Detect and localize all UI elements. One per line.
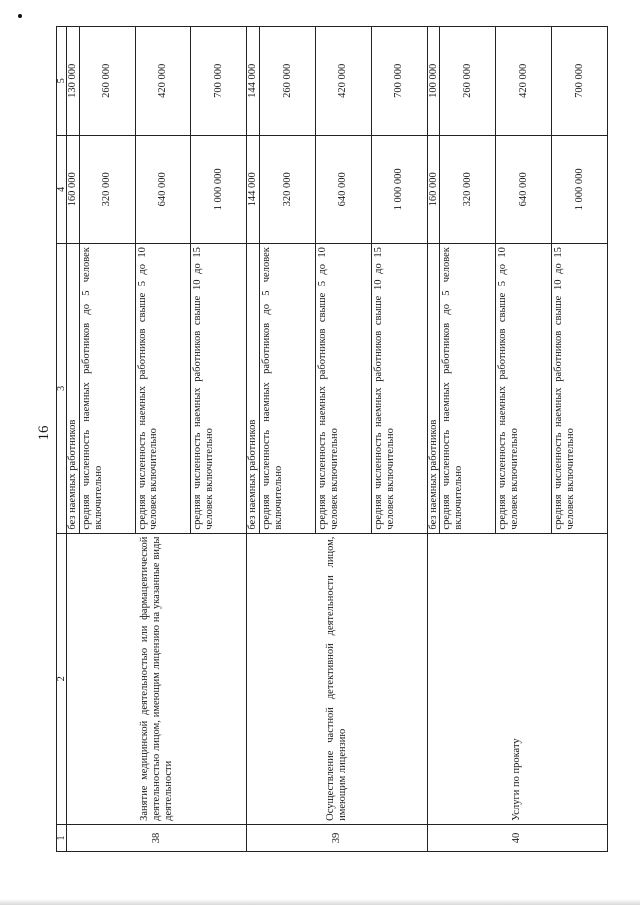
header-col-2: 2 (57, 533, 67, 824)
condition-cell: средняя численность наемных работников до 5 человек включительно (260, 244, 316, 533)
page-number: 16 (36, 425, 52, 441)
value-col-5: 420 000 (496, 27, 552, 136)
header-row (57, 27, 67, 852)
condition-cell: средняя численность наемных работников свыше 5 до 10 человек включительно (496, 244, 552, 533)
header-col-5: 5 (57, 27, 67, 136)
value-col-4: 640 000 (135, 135, 191, 244)
value-col-4: 640 000 (496, 135, 552, 244)
value-col-4: 320 000 (440, 135, 496, 244)
condition-cell: средняя численность наемных работников свыше 10 до 15 человек включительно (371, 244, 427, 533)
header-col-3: 3 (57, 244, 67, 533)
value-col-5: 420 000 (315, 27, 371, 136)
value-col-5: 700 000 (191, 27, 247, 136)
value-col-5: 260 000 (79, 27, 135, 136)
value-col-5: 100 000 (427, 27, 440, 136)
scan-dot (18, 14, 22, 18)
condition-cell: средняя численность наемных работников до 5 человек включительно (440, 244, 496, 533)
tax-table-wrapper (56, 26, 608, 852)
row-number: 39 (247, 824, 427, 851)
condition-cell: средняя численность наемных работников свыше 10 до 15 человек включительно (191, 244, 247, 533)
value-col-4: 160 000 (67, 135, 80, 244)
condition-cell: средняя численность наемных работников свыше 5 до 10 человек включительно (135, 244, 191, 533)
value-col-5: 144 000 (247, 27, 260, 136)
table-row (427, 27, 440, 852)
condition-cell: средняя численность наемных работников свыше 5 до 10 человек включительно (315, 244, 371, 533)
condition-cell: средняя численность наемных работников до 5 человек включительно (79, 244, 135, 533)
value-col-5: 700 000 (371, 27, 427, 136)
table-row (67, 27, 80, 852)
condition-cell: без наемных работников (247, 244, 260, 533)
value-col-4: 1 000 000 (371, 135, 427, 244)
condition-cell: средняя численность наемных работников свыше 10 до 15 человек включительно (552, 244, 608, 533)
condition-cell: без наемных работников (427, 244, 440, 533)
value-col-4: 160 000 (427, 135, 440, 244)
activity-name: Осуществление частной детективной деятельности лицом, имеющим лицензию (247, 533, 427, 824)
row-number: 40 (427, 824, 607, 851)
value-col-4: 320 000 (79, 135, 135, 244)
value-col-5: 130 000 (67, 27, 80, 136)
scan-edge-shadow (0, 899, 640, 905)
activity-name: Занятие медицинской деятельностью или фармацевтической деятельностью лицом, имеющим лицензию на указанные виды деятельности (67, 533, 247, 824)
tax-table (56, 26, 608, 852)
header-col-1: 1 (57, 824, 67, 851)
value-col-5: 420 000 (135, 27, 191, 136)
value-col-4: 640 000 (315, 135, 371, 244)
activity-name: Услуги по прокату (427, 533, 607, 824)
value-col-4: 144 000 (247, 135, 260, 244)
table-row (247, 27, 260, 852)
value-col-4: 1 000 000 (552, 135, 608, 244)
value-col-4: 1 000 000 (191, 135, 247, 244)
value-col-4: 320 000 (260, 135, 316, 244)
value-col-5: 700 000 (552, 27, 608, 136)
value-col-5: 260 000 (440, 27, 496, 136)
header-col-4: 4 (57, 135, 67, 244)
row-number: 38 (67, 824, 247, 851)
value-col-5: 260 000 (260, 27, 316, 136)
condition-cell: без наемных работников (67, 244, 80, 533)
